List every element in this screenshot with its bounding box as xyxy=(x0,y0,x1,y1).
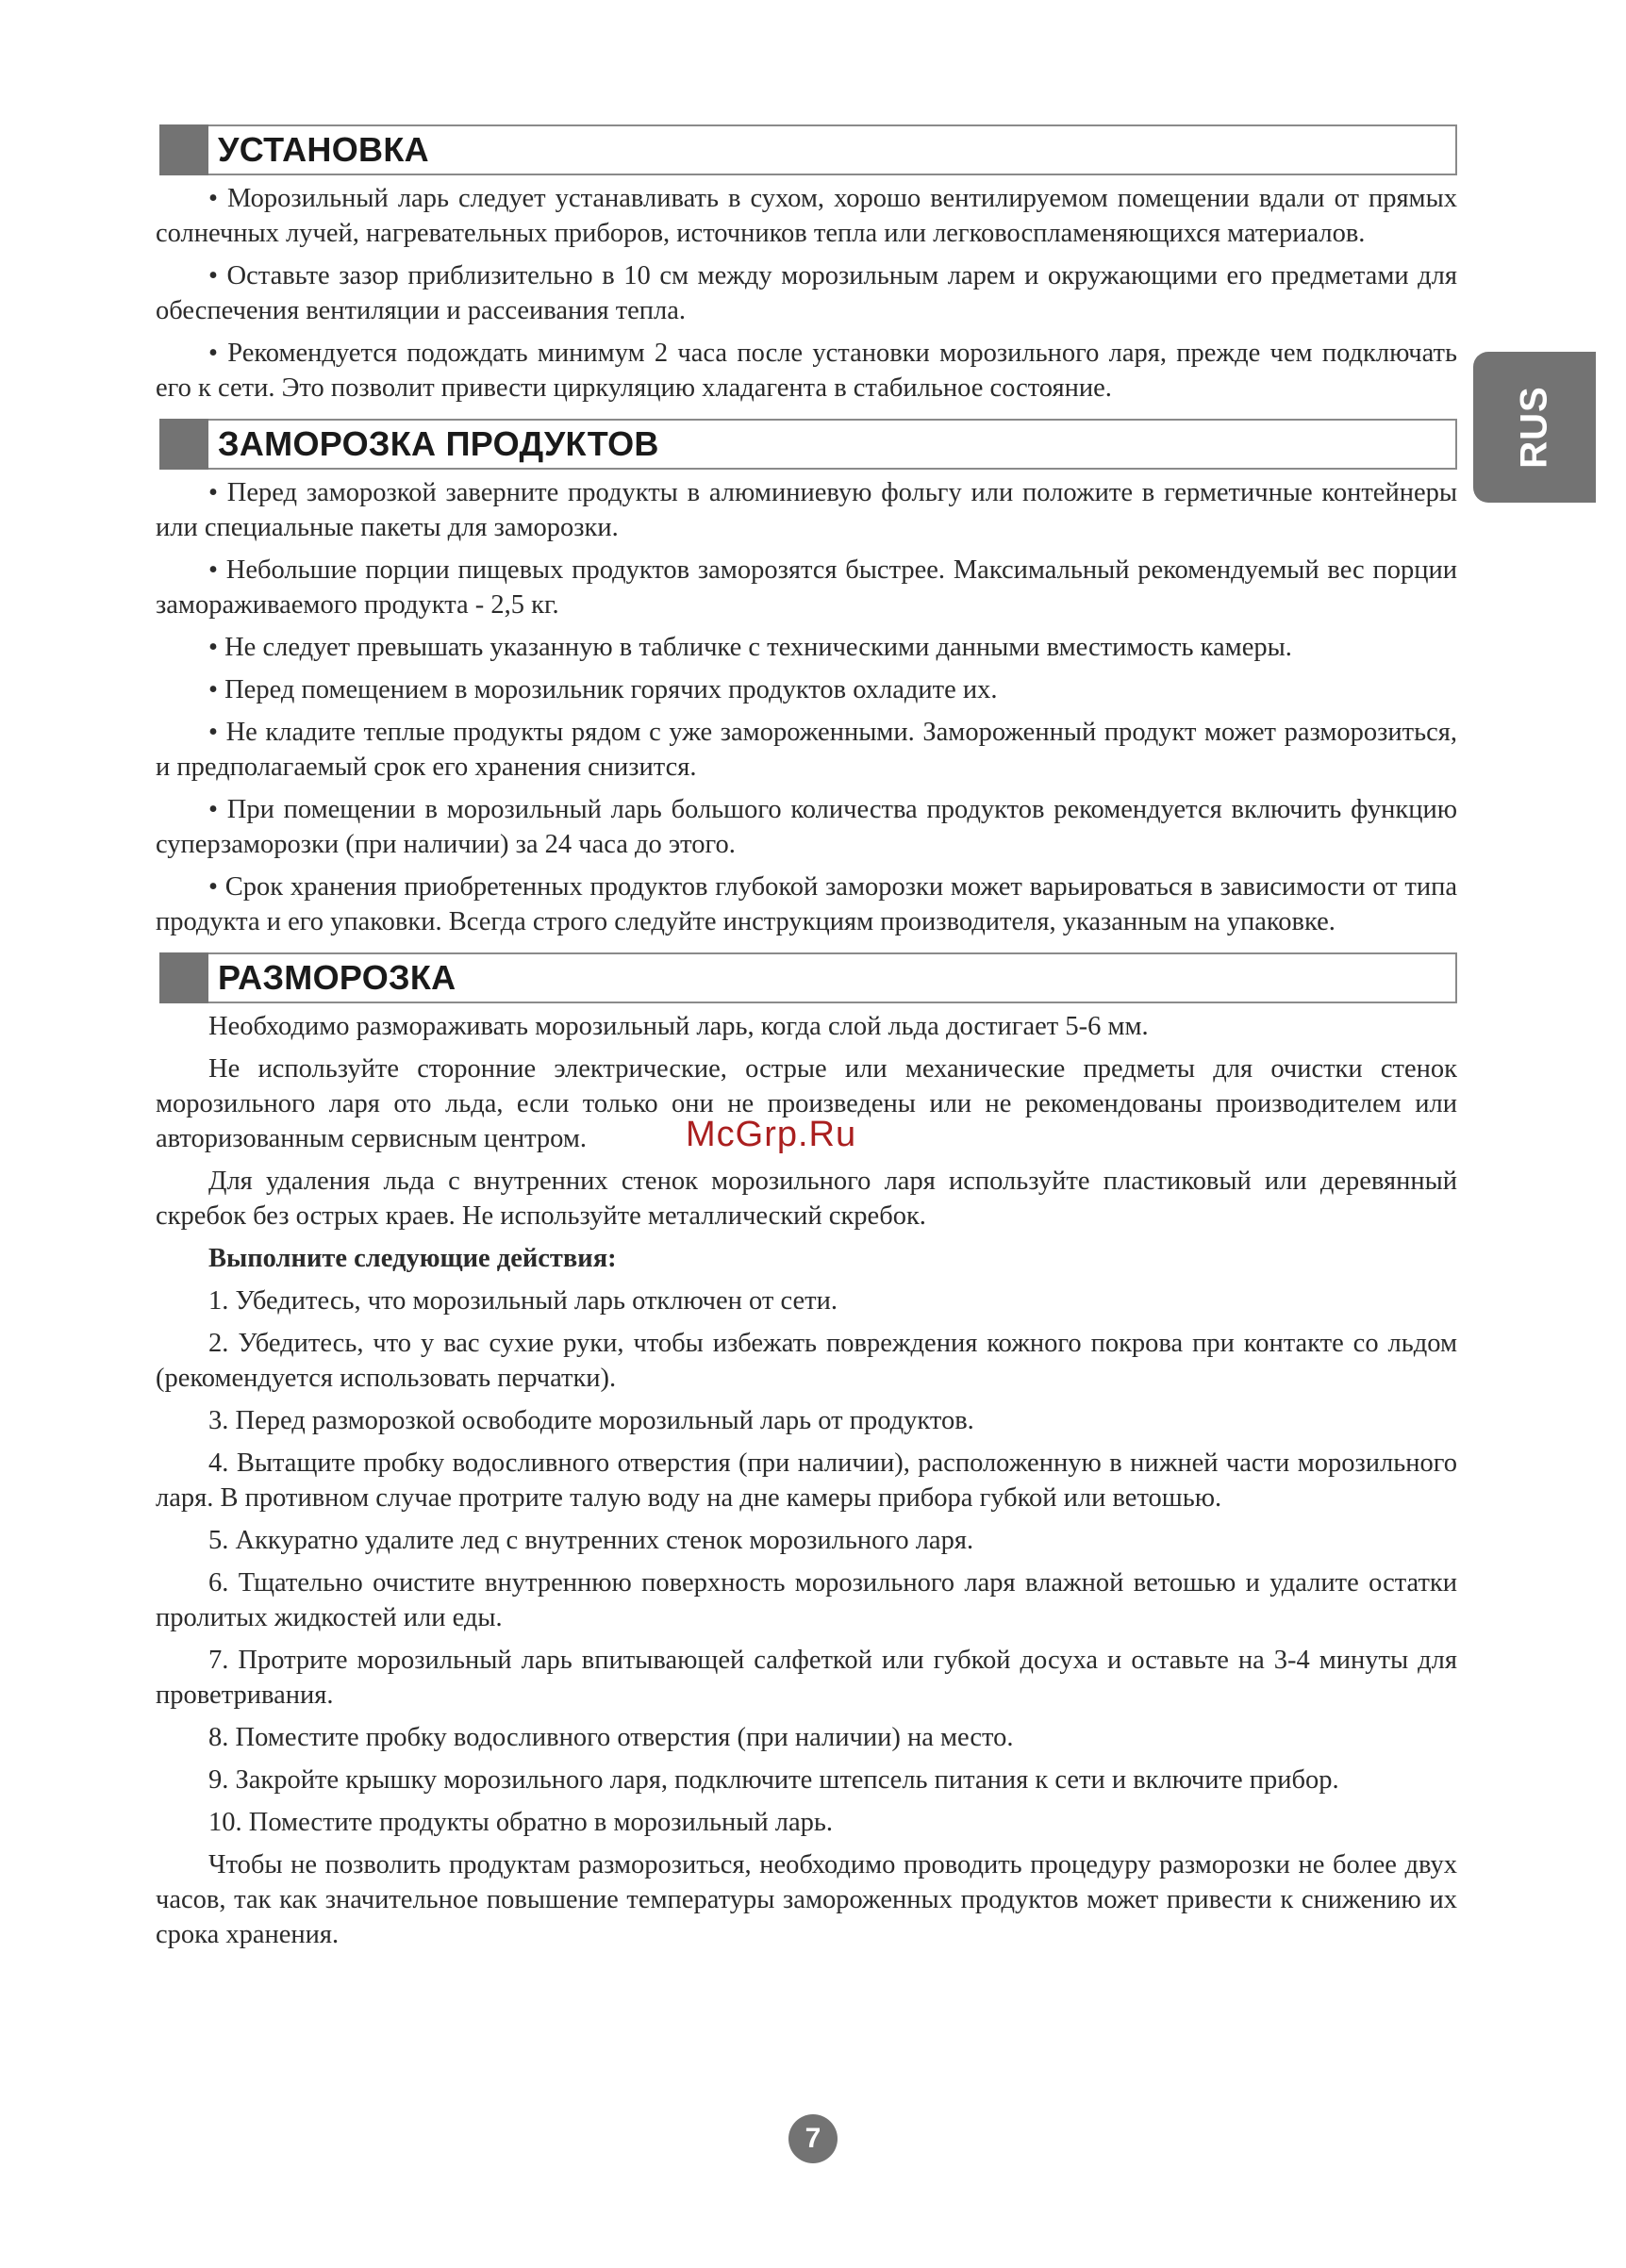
freezing-paragraph: • Небольшие порции пищевых продуктов заморозятся быстрее. Максимальный рекомендуемый вес порции замораживаемого продукта - 2,5 кг. xyxy=(156,555,1457,620)
freezing-paragraph: • Срок хранения приобретенных продуктов глубокой заморозки может варьироваться в зависимости от типа продукта и его упаковки. Всегда строго следуйте инструкциям производителя, указанным на упаковке. xyxy=(156,872,1457,936)
install-paragraph: • Оставьте зазор приблизительно в 10 см между морозильным ларем и окружающими его предметами для обеспечения вентиляции и рассеивания тепла. xyxy=(156,261,1457,325)
defrost-step: 6. Тщательно очистите внутреннюю поверхность морозильного ларя влажной ветошью и удалите остатки пролитых жидкостей или еды. xyxy=(156,1568,1457,1632)
defrost-step: 8. Поместите пробку водосливного отверстия (при наличии) на место. xyxy=(208,1723,1014,1752)
watermark: McGrp.Ru xyxy=(686,1115,857,1154)
defrost-paragraph: Не используйте сторонние электрические, острые или механические предметы для очистки стенок морозильного ларя ото льда, если только они не произведены или не рекомендованы производителем или авторизованным сервисным центром. xyxy=(156,1054,1457,1153)
defrost-step: 4. Вытащите пробку водосливного отверстия (при наличии), расположенную в нижней части морозильного ларя. В противном случае протрите талую воду на дне камеры прибора губкой или ветошью. xyxy=(156,1449,1457,1513)
defrost-step: 5. Аккуратно удалите лед с внутренних стенок морозильного ларя. xyxy=(208,1526,974,1555)
install-paragraph: • Рекомендуется подождать минимум 2 часа после установки морозильного ларя, прежде чем подключать его к сети. Это позволит привести циркуляцию хладагента в стабильное состояние. xyxy=(156,339,1457,403)
section-header-defrost xyxy=(159,952,1457,1003)
defrost-closing: Чтобы не позволить продуктам разморозиться, необходимо проводить процедуру разморозки не более двух часов, так как значительное повышение температуры замороженных продуктов может привести к снижению их срока хранения. xyxy=(156,1850,1457,1949)
section-title-freezing: ЗАМОРОЗКА ПРОДУКТОВ xyxy=(218,424,659,463)
freezing-paragraph: • Перед помещением в морозильник горячих продуктов охладите их. xyxy=(208,675,998,704)
header-bar xyxy=(159,419,208,470)
install-paragraph: • Морозильный ларь следует устанавливать в сухом, хорошо вентилируемом помещении вдали от прямых солнечных лучей, нагревательных приборов, источников тепла или легковоспламеняющихся материалов. xyxy=(156,184,1457,248)
defrost-step: 7. Протрите морозильный ларь впитывающей салфеткой или губкой досуха и оставьте на 3-4 минуты для проветривания. xyxy=(156,1646,1457,1710)
steps-heading: Выполните следующие действия: xyxy=(208,1244,617,1273)
defrost-step: 2. Убедитесь, что у вас сухие руки, чтобы избежать повреждения кожного покрова при контакте со льдом (рекомендуется использовать перчатки). xyxy=(156,1329,1457,1393)
page-number: 7 xyxy=(788,2114,838,2163)
freezing-paragraph: • Не кладите теплые продукты рядом с уже замороженными. Замороженный продукт может разморозиться, и предполагаемый срок его хранения снизится. xyxy=(156,718,1457,782)
freezing-paragraph: • Перед заморозкой заверните продукты в алюминиевую фольгу или положите в герметичные контейнеры или специальные пакеты для заморозки. xyxy=(156,478,1457,542)
section-title-defrost: РАЗМОРОЗКА xyxy=(218,958,456,997)
defrost-step: 3. Перед разморозкой освободите морозильный ларь от продуктов. xyxy=(208,1406,974,1435)
language-tab-label: RUS xyxy=(1513,386,1555,469)
header-bar xyxy=(159,952,208,1003)
section-header-freezing xyxy=(159,419,1457,470)
page-content xyxy=(156,124,1457,1960)
freezing-paragraph: • Не следует превышать указанную в табличке с техническими данными вместимость камеры. xyxy=(208,633,1292,662)
defrost-paragraph: Необходимо размораживать морозильный ларь, когда слой льда достигает 5-6 мм. xyxy=(208,1012,1149,1041)
language-tab xyxy=(1473,352,1596,503)
defrost-step: 1. Убедитесь, что морозильный ларь отключен от сети. xyxy=(208,1286,838,1316)
section-header-install xyxy=(159,124,1457,175)
header-bar xyxy=(159,124,208,175)
section-title-install: УСТАНОВКА xyxy=(218,130,429,169)
defrost-paragraph: Для удаления льда с внутренних стенок морозильного ларя используйте пластиковый или деревянный скребок без острых краев. Не используйте металлический скребок. xyxy=(156,1167,1457,1231)
freezing-paragraph: • При помещении в морозильный ларь большого количества продуктов рекомендуется включить функцию суперзаморозки (при наличии) за 24 часа до этого. xyxy=(156,795,1457,859)
defrost-step: 10. Поместите продукты обратно в морозильный ларь. xyxy=(208,1808,834,1837)
defrost-step: 9. Закройте крышку морозильного ларя, подключите штепсель питания к сети и включите прибор. xyxy=(208,1765,1339,1795)
